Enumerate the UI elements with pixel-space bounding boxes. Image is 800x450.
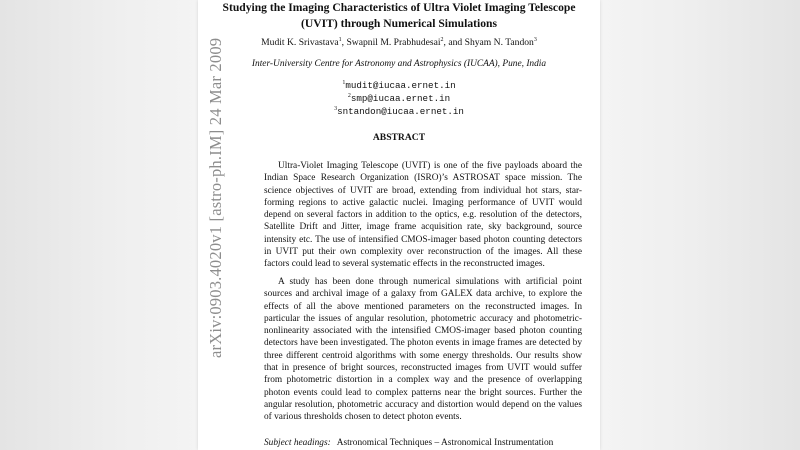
paper-page bbox=[198, 0, 600, 450]
author-separator: , and bbox=[443, 37, 465, 48]
email-list bbox=[198, 79, 600, 118]
author-list bbox=[198, 37, 600, 49]
abstract-paragraph-1: Ultra-Violet Imaging Telescope (UVIT) is one of the five payloads aboard the Indian Space Research Organization (ISRO)’s ASTROSAT space mission. The science objectives of UVIT are broad, extending from individual hot stars, star-forming regions to active galactic nuclei. Imaging performance of UVIT would depend on several factors in addition to the optics, e.g. resolution of the detectors, Satellite Drift and Jitter, image frame acquisition rate, sky background, source intensity etc. The use of intensified CMOS-imager based photon counting detectors in UVIT put their own complexity over reconstruction of the images. All these factors could lead to several systematic effects in the reconstructed images. bbox=[264, 161, 582, 270]
email-mark: 3 bbox=[334, 105, 338, 112]
email-2 bbox=[198, 92, 600, 105]
email-address: mudit@iucaa.ernet.in bbox=[345, 80, 456, 91]
email-3 bbox=[198, 105, 600, 118]
paper-title bbox=[198, 0, 600, 32]
author-name: Swapnil M. Prabhudesai bbox=[346, 37, 441, 48]
subject-headings bbox=[264, 437, 594, 449]
author-separator: , bbox=[341, 37, 347, 48]
author-mark: 3 bbox=[533, 36, 537, 43]
author-2 bbox=[346, 37, 464, 48]
author-mark: 2 bbox=[440, 36, 444, 43]
title-line-1: Studying the Imaging Characteristics of Ultra Violet Imaging Telescope bbox=[222, 1, 576, 14]
author-3 bbox=[465, 37, 537, 48]
author-name: Mudit K. Srivastava bbox=[261, 37, 339, 48]
title-line-2: (UVIT) through Numerical Simulations bbox=[301, 17, 497, 30]
abstract-paragraph-2: A study has been done through numerical simulations with artificial point sources and archival image of a galaxy from GALEX data archive, to explore the effects of all the above mentioned parameters on the reconstructed images. In particular the issues of angular resolution, photometric accuracy and photometric-nonlinearity associated with the intensified CMOS-imager based photon counting detectors have been investigated. The photon events in image frames are detected by three different centroid algorithms with some energy thresholds. Our results show that in presence of bright sources, reconstructed images from UVIT would suffer from photometric distortion in a complex way and the presence of overlapping photon events could lead to complex patterns near the bright sources. Further the angular resolution, photometric accuracy and distortion would depend on the values of various thresholds chosen to detect photon events. bbox=[264, 277, 582, 423]
email-1 bbox=[198, 79, 600, 92]
email-mark: 2 bbox=[347, 92, 351, 99]
email-address: smp@iucaa.ernet.in bbox=[350, 93, 451, 104]
arxiv-stamp: arXiv:0903.4020v1 [astro-ph.IM] 24 Mar 2009 bbox=[206, 37, 225, 358]
affiliation: Inter-University Centre for Astronomy and Astrophysics (IUCAA), Pune, India bbox=[251, 59, 547, 69]
author-mark: 1 bbox=[338, 36, 342, 43]
subject-text: Astronomical Techniques – Astronomical Instrumentation bbox=[336, 438, 554, 448]
abstract-heading: ABSTRACT bbox=[372, 132, 426, 143]
author-1 bbox=[261, 37, 346, 48]
email-address: sntandon@iucaa.ernet.in bbox=[337, 106, 464, 117]
author-name: Shyam N. Tandon bbox=[464, 37, 534, 48]
email-mark: 1 bbox=[342, 79, 346, 86]
subject-label: Subject headings: bbox=[264, 438, 331, 448]
